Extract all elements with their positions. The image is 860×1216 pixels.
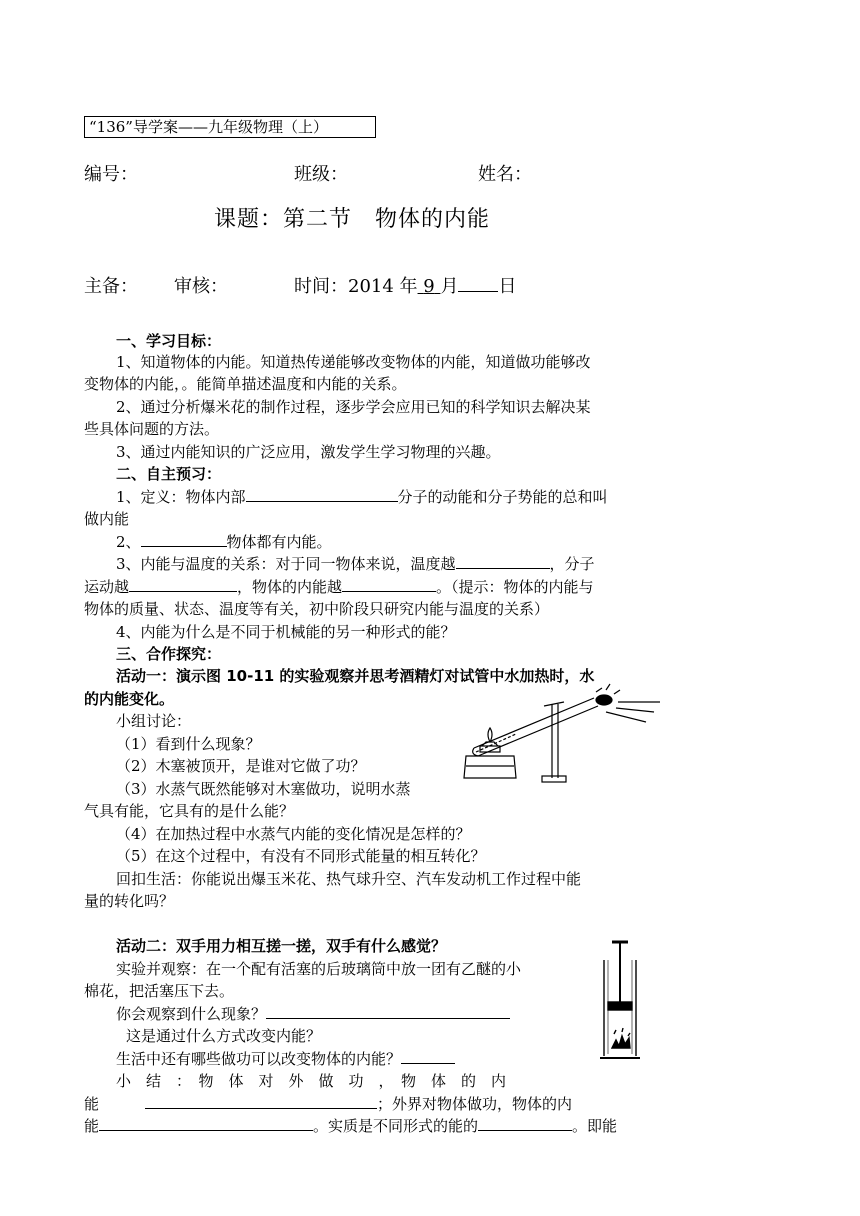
class-label: 班级： — [294, 164, 348, 185]
lesson-title: 课题：第二节 物体的内能 — [214, 207, 491, 232]
section3-heading: 三、合作探究： — [116, 645, 222, 663]
preview-q1-cont: 做内能 — [84, 510, 130, 528]
activity1-line2: 的内能变化。 — [84, 690, 175, 708]
experiment-line2: 棉花，把活塞压下去。 — [84, 982, 235, 1000]
section1-heading: 一、学习目标： — [116, 332, 222, 350]
observe-blank[interactable] — [266, 1004, 510, 1019]
life-work-blank[interactable] — [401, 1049, 455, 1064]
date-line — [294, 272, 516, 298]
q3-blank-energy[interactable] — [342, 577, 436, 592]
preview-q3-line: 3、内能与温度的关系：对于同一物体来说，温度越 ，分子 — [116, 555, 595, 573]
discussion-q4: （4）在加热过程中水蒸气内能的变化情况是怎样的？ — [116, 825, 471, 843]
goal-line-2: 变物体的内能，。能简单描述温度和内能的关系。 — [84, 375, 407, 393]
q3-blank-motion[interactable] — [129, 577, 237, 592]
day-blank[interactable] — [458, 277, 498, 292]
preview-q3-line3: 物体的质量、状态、温度等有关，初中阶段只研究内能与温度的关系） — [84, 600, 550, 618]
preview-q2-line: 2、 物体都有内能。 — [116, 533, 332, 551]
name-label: 姓名： — [478, 164, 532, 185]
goal-line-5: 3、通过内能知识的广泛应用，激发学生学习物理的兴趣。 — [116, 443, 501, 461]
goal-line-3: 2、通过分析爆米花的制作过程，逐步学会应用已知的科学知识去解决某 — [116, 398, 591, 416]
preview-q1-line: 1、定义：物体内部 分子的动能和分子势能的总和叫 — [116, 488, 608, 506]
review-label: 审核： — [174, 276, 228, 297]
document-header-box: “136”导学案——九年级物理（上） — [84, 116, 376, 138]
discussion-q3: （3）水蒸气既然能够对木塞做功，说明水蒸 — [116, 780, 411, 798]
summary-blank-2[interactable] — [99, 1116, 313, 1131]
date-month: 9 — [423, 276, 435, 297]
date-prefix: 时间：2014 年 — [294, 276, 418, 297]
life-question-line2: 量的转化吗？ — [84, 892, 175, 910]
piston-cylinder-figure — [592, 938, 652, 1064]
summary-line1: 小 结 ： 物 体 对 外 做 功 ， 物 体 的 内 — [116, 1072, 507, 1090]
discussion-q1: （1）看到什么现象？ — [116, 735, 261, 753]
method-question: 这是通过什么方式改变内能？ — [126, 1027, 322, 1045]
summary-blank-3[interactable] — [478, 1116, 572, 1131]
date-day-suffix: 日 — [498, 276, 517, 297]
q3-blank-temp[interactable] — [456, 554, 550, 569]
discussion-q3-cont: 气具有能，它具有的是什么能？ — [84, 802, 295, 820]
observe-question: 你会观察到什么现象？ — [116, 1004, 510, 1024]
summary-blank-1[interactable] — [145, 1094, 377, 1109]
test-tube-heating-figure — [456, 682, 666, 788]
goal-line-1: 1、知道物体的内能。知道热传递能够改变物体的内能，知道做功能够改 — [116, 353, 591, 371]
activity1-line1: 活动一：演示图 10-11 的实验观察并思考酒精灯对试管中水加热时，水 — [116, 667, 595, 685]
activity2-line: 活动二：双手用力相互搓一搓，双手有什么感觉？ — [116, 937, 447, 955]
life-question-line1: 回扣生活：你能说出爆玉米花、热气球升空、汽车发动机工作过程中能 — [116, 870, 582, 888]
number-label: 编号： — [84, 164, 138, 185]
experiment-line1: 实验并观察：在一个配有活塞的后玻璃筒中放一团有乙醚的小 — [116, 960, 522, 978]
life-work-question: 生活中还有哪些做功可以改变物体的内能？ — [116, 1049, 455, 1069]
goal-line-4: 些具体问题的方法。 — [84, 420, 220, 438]
preview-q4-line: 4、内能为什么是不同于机械能的另一种形式的能？ — [116, 623, 456, 641]
date-month-suffix: 月 — [440, 276, 459, 297]
prepare-label: 主备： — [84, 276, 138, 297]
summary-line2: 能 ；外界对物体做功，物体的内 — [84, 1095, 573, 1113]
summary-line3: 能 。实质是不同形式的能的 。即能 — [84, 1117, 618, 1135]
discussion-q5: （5）在这个过程中，有没有不同形式能量的相互转化？ — [116, 847, 486, 865]
discussion-label: 小组讨论： — [116, 712, 192, 730]
q1-blank[interactable] — [246, 487, 398, 502]
preview-q3-line2: 运动越 ，物体的内能越 。（提示：物体的内能与 — [84, 578, 594, 596]
q2-blank[interactable] — [141, 532, 227, 547]
discussion-q2: （2）木塞被顶开，是谁对它做了功？ — [116, 757, 366, 775]
section2-heading: 二、自主预习： — [116, 465, 222, 483]
